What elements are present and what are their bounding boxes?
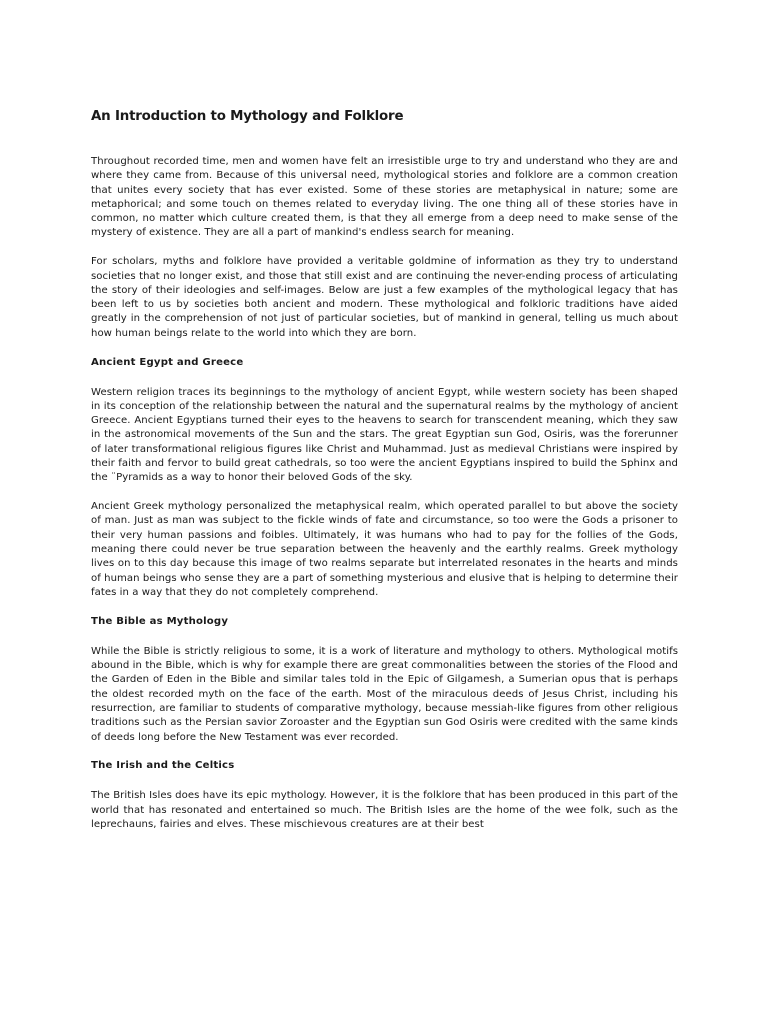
section-egypt-greece	[91, 356, 678, 601]
document-title: An Introduction to Mythology and Folklore	[91, 109, 404, 124]
section-paragraph: The British Isles does have its epic mythology. However, it is the folklore that has been produced in this part of the world that has resonated and entertained so much. The British Isles are the home of the wee folk, such as the leprechauns, fairies and elves. These mischievous creatures are at their best	[91, 790, 678, 830]
section-heading: Ancient Egypt and Greece	[91, 356, 244, 368]
section-irish-celtics	[91, 759, 678, 832]
section-heading: The Irish and the Celtics	[91, 760, 235, 772]
section-heading: The Bible as Mythology	[91, 615, 229, 627]
section-bible-mythology	[91, 615, 678, 745]
intro-paragraph: For scholars, myths and folklore have provided a veritable goldmine of information as they try to understand societies that no longer exist, and those that still exist and are continuing the never-ending process of articulating the story of their ideologies and self-images. Below are just a few examples of the mythological legacy that has been left to us by societies both ancient and modern. These mythological and folkloric traditions have aided greatly in the comprehension of not just of particular societies, but of mankind in general, telling us much about how human beings relate to the world into which they are born.	[91, 256, 678, 339]
section-paragraph: While the Bible is strictly religious to some, it is a work of literature and mythology to others. Mythological motifs abound in the Bible, which is why for example there are great commonalities between the stories of the Flood and the Garden of Eden in the Bible and similar tales told in the Epic of Gilgamesh, a Sumerian opus that is perhaps the oldest recorded myth on the face of the earth. Most of the miraculous deeds of Jesus Christ, including his resurrection, are familiar to students of comparative mythology, because messiah-like figures from other religious traditions such as the Persian savior Zoroaster and the Egyptian sun God Osiris were credited with the same kinds of deeds long before the New Testament was ever recorded.	[91, 645, 678, 743]
section-paragraph: Ancient Greek mythology personalized the metaphysical realm, which operated parallel to but above the society of man. Just as man was subject to the fickle winds of fate and circumstance, so too were the Gods a prisoner to their very human passions and foibles. Ultimately, it was humans who had to pay for the follies of the Gods, meaning there could never be true separation between the heavenly and the earthly realms. Greek mythology lives on to this day because this image of two realms separate but interrelated resonates in the hearts and minds of human beings who sense they are a part of something mysterious and elusive that is helping to determine their fates in a way that they do not completely comprehend.	[91, 501, 678, 598]
document-page	[91, 108, 678, 847]
section-paragraph: Western religion traces its beginnings to the mythology of ancient Egypt, while western society has been shaped in its conception of the relationship between the natural and the supernatural realms by the mythology of ancient Greece. Ancient Egyptians turned their eyes to the heavens to search for transcendent meaning, which they saw in the astronomical movements of the Sun and the stars. The great Egyptian sun God, Osiris, was the forerunner of later transformational religious figures like Christ and Muhammad. Just as medieval Christians were inspired by their faith and fervor to build great cathedrals, so too were the ancient Egyptians inspired to build the Sphinx and the ¨Pyramids as a way to honor their beloved Gods of the sky.	[91, 386, 678, 484]
intro-paragraph: Throughout recorded time, men and women have felt an irresistible urge to try and understand who they are and where they came from. Because of this universal need, mythological stories and folklore are a common creation that unites every society that has ever existed. Some of these stories are metaphysical in nature; some are metaphorical; and some touch on themes related to everyday living. The one thing all of these stories have in common, no matter which culture created them, is that they all emerge from a deep need to make sense of the mystery of existence. They are all a part of mankind's endless search for meaning.	[91, 156, 678, 239]
